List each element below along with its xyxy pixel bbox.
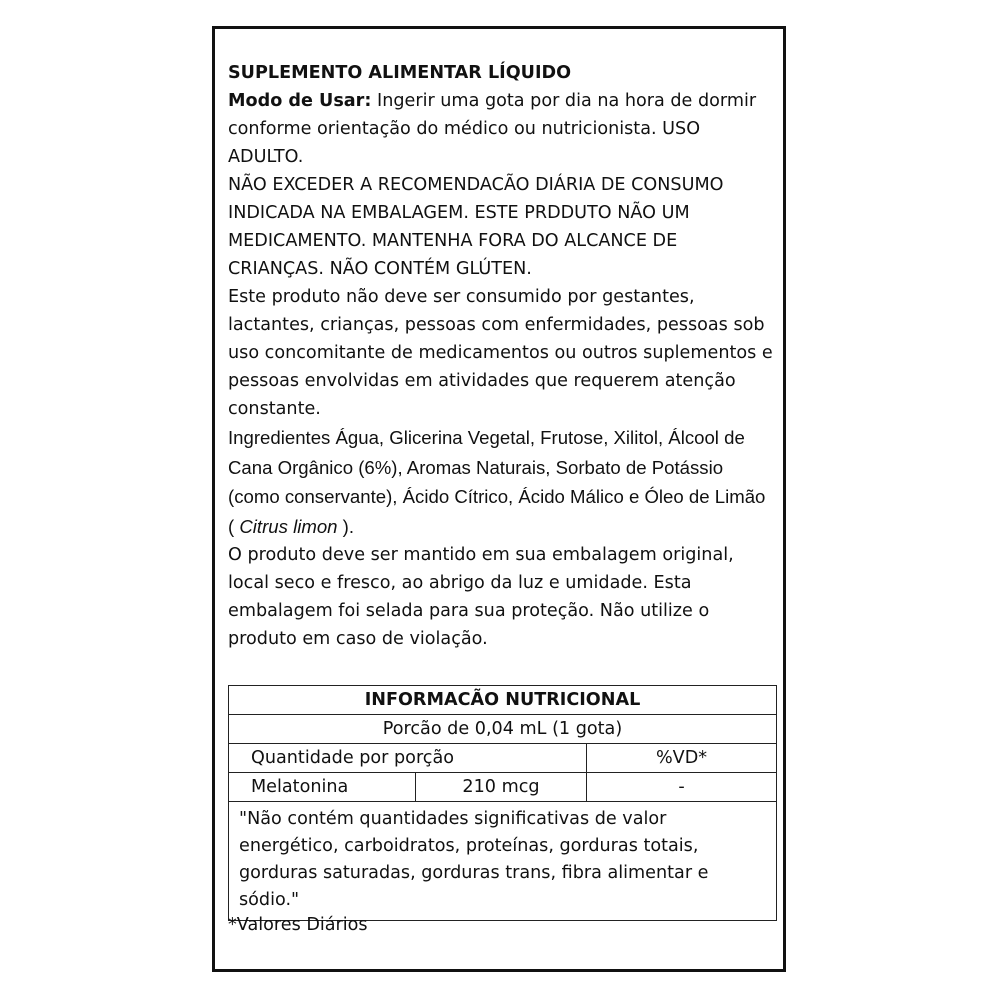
nutrition-header-row — [229, 686, 776, 715]
usage-instructions — [228, 87, 776, 171]
note-row — [229, 802, 776, 920]
warning-text: NÃO EXCEDER A RECOMENDACÃO DIÁRIA DE CONSUMO INDICADA NA EMBALAGEM. ESTE PRDDUTO NÃO UM MEDICAMENTO. MANTENHA FORA DO ALCANCE DE CRIANÇAS. NÃO CONTÉM GLÚTEN. — [228, 175, 724, 279]
ingredients-text — [228, 423, 776, 541]
nutrition-note: "Não contém quantidades significativas de valor energético, carboidratos, proteínas, gorduras totais, gorduras saturadas, gorduras trans, fibra alimentar e sódio." — [239, 809, 709, 910]
restriction-text: Este produto não deve ser consumido por gestantes, lactantes, crianças, pessoas com enfermidades, pessoas sob uso concomitante de medicamentos ou outros suplementos e pessoas envolvidas em atividades que requerem atenção constante. — [228, 287, 773, 419]
nutrient-name: Melatonina — [251, 777, 349, 797]
portion-text: Porcão de 0,04 mL (1 gota) — [382, 719, 623, 739]
ingredients-end: ). — [337, 515, 355, 537]
ingredients-species: Citrus limon — [239, 515, 338, 537]
nutrition-table — [228, 685, 777, 921]
ingredients-list: Ingredientes Água, Glicerina Vegetal, Frutose, Xilitol, Álcool de Cana Orgânico (6%), Aromas Naturais, Sorbato de Potássio (como conservante), Ácido Cítrico, Ácido Málico e Óleo de Limão ( — [228, 427, 766, 537]
nutrient-amount: 210 mcg — [415, 773, 586, 801]
portion-row — [229, 715, 776, 744]
vd-header: %VD* — [586, 744, 776, 772]
label-text — [228, 59, 776, 653]
product-title: SUPLEMENTO ALIMENTAR LÍQUIDO — [228, 63, 572, 83]
nutrient-row — [229, 773, 776, 802]
usage-label: Modo de Usar: — [228, 91, 372, 111]
quantity-header: Quantidade por porção — [251, 748, 455, 768]
usage-text: Ingerir uma gota por dia na hora de dormir conforme orientação do médico ou nutricionista. USO ADULTO. — [228, 91, 757, 167]
nutrition-header: INFORMACÃO NUTRICIONAL — [364, 690, 641, 710]
footnote: *Valores Diários — [228, 915, 368, 935]
storage-text: O produto deve ser mantido em sua embalagem original, local seco e fresco, ao abrigo da luz e umidade. Esta embalagem foi selada para sua proteção. Não utilize o produto em caso de violação. — [228, 545, 734, 649]
nutrient-vd: - — [586, 773, 776, 801]
column-header-row — [229, 744, 776, 773]
supplement-label-panel — [212, 26, 786, 972]
